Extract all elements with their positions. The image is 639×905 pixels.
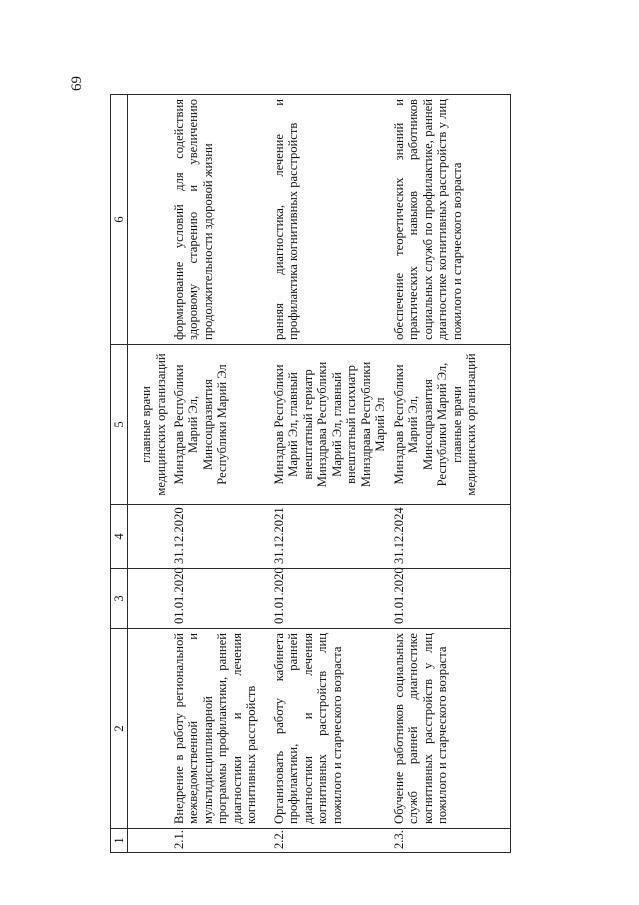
table-row	[270, 95, 390, 853]
row-end-date: 31.12.2021	[270, 505, 390, 569]
rotated-table-wrapper	[110, 95, 514, 853]
cont-cell-1	[128, 829, 171, 853]
cont-cell-3	[128, 569, 171, 629]
header-col-4: 4	[111, 505, 128, 569]
page-number: 69	[69, 76, 85, 91]
table-row	[170, 95, 270, 853]
cont-cell-2	[128, 629, 171, 829]
row-action: Обучение работников социальных служб ранней диагностике когнитивных расстройств у лиц пожилого и старческого возраста	[390, 629, 510, 829]
header-col-6: 6	[111, 95, 128, 345]
row-number: 2.1.	[170, 829, 270, 853]
row-responsible: Минздрав Республики Марий Эл, Минсоцразвития Республики Марий Эл, главные врачи медицинских организаций	[390, 345, 510, 505]
row-result: ранняя диагностика, лечение и профилактика когнитивных расстройств	[270, 95, 390, 345]
measures-table	[110, 94, 511, 853]
table-row	[390, 95, 510, 853]
row-start-date: 01.01.2020	[390, 569, 510, 629]
row-end-date: 31.12.2020	[170, 505, 270, 569]
cont-responsible: главные врачи медицинских организаций	[128, 345, 171, 505]
row-number: 2.3.	[390, 829, 510, 853]
row-start-date: 01.01.2020	[170, 569, 270, 629]
cont-cell-6	[128, 95, 171, 345]
header-row	[111, 95, 128, 853]
row-action: Внедрение в работу региональной межведомственной и мультидисциплинарной программы профилактики, ранней диагностики и лечения когнитивных расстройств	[170, 629, 270, 829]
row-number: 2.2.	[270, 829, 390, 853]
header-col-2: 2	[111, 629, 128, 829]
row-end-date: 31.12.2024	[390, 505, 510, 569]
row-responsible: Минздрав Республики Марий Эл, главный внештатный гериатр Минздрава Республики Марий Эл, главный внештатный психиатр Минздрава Республики Марий Эл	[270, 345, 390, 505]
header-col-1: 1	[111, 829, 128, 853]
row-action: Организовать работу кабинета профилактики, ранней диагностики и лечения когнитивных расстройств лиц пожилого и старческого возраста	[270, 629, 390, 829]
row-result: формирование условий для содействия здоровому старению и увеличению продолжительности здоровой жизни	[170, 95, 270, 345]
cont-cell-4	[128, 505, 171, 569]
row-start-date: 01.01.2020	[270, 569, 390, 629]
header-col-5: 5	[111, 345, 128, 505]
continuation-row	[128, 95, 171, 853]
row-result: обеспечение теоретических знаний и практических навыков работников социальных служб по профилактике, ранней диагностике когнитивных расстройств у лиц пожилого и старческого возраста	[390, 95, 510, 345]
row-responsible: Минздрав Республики Марий Эл, Минсоцразвития Республики Марий Эл	[170, 345, 270, 505]
header-col-3: 3	[111, 569, 128, 629]
